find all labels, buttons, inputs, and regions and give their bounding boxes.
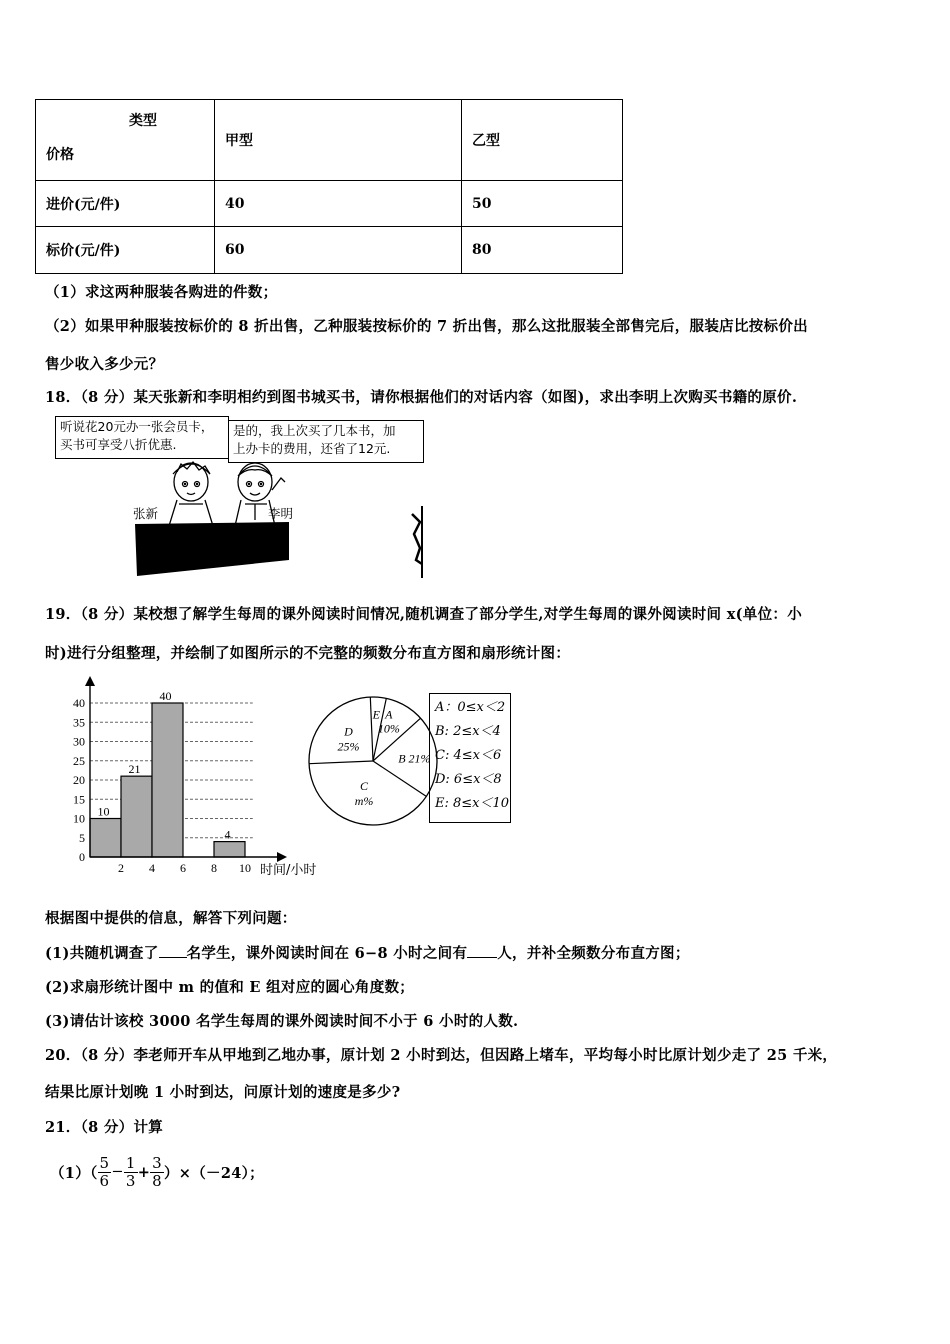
- y-tick-label: 0: [79, 850, 85, 864]
- speech-bubble-right: [228, 420, 424, 463]
- frequency-histogram: [55, 672, 330, 882]
- price-table: [35, 99, 623, 274]
- row-label: 标价(元/件): [36, 227, 215, 274]
- frac-num: 5: [99, 1153, 110, 1172]
- frac-den: 6: [99, 1171, 110, 1190]
- y-tick-label: 40: [73, 696, 85, 710]
- y-tick-label: 20: [73, 773, 85, 787]
- col-b-header: 乙型: [462, 100, 623, 181]
- cell-b: 50: [462, 181, 623, 227]
- frac-den: 8: [152, 1171, 162, 1190]
- header-price: 价格: [46, 147, 74, 163]
- histogram-bar: [121, 776, 152, 857]
- fraction-1-3: [124, 1155, 138, 1190]
- q21-title: 21．（8 分）计算: [45, 1119, 164, 1136]
- y-tick-label: 30: [73, 734, 85, 749]
- x-tick-label: 6: [180, 861, 186, 875]
- name-left: 张新: [133, 506, 159, 521]
- legend-e: E: 8≤x＜10: [435, 796, 510, 811]
- x-tick-label: 8: [211, 861, 217, 875]
- frac-num: 3: [152, 1153, 162, 1172]
- y-tick-label: 15: [73, 792, 85, 807]
- histogram-bar: [152, 703, 183, 857]
- bubble-right-line1: 是的，我上次买了几本书，加: [233, 423, 396, 438]
- histogram-bar: [90, 819, 121, 858]
- bubble-right-line2: 上办卡的费用，还省了12元.: [233, 441, 391, 456]
- desk-shape: [133, 522, 293, 578]
- table-row: [36, 181, 623, 227]
- q18-text: 18．（8 分）某天张新和李明相约到图书城买书，请你根据他们的对话内容（如图)，求出李明上次购买书籍的原价.: [45, 389, 798, 406]
- pie-slice-percent: 25%: [337, 739, 360, 754]
- plus-sign: +: [137, 1163, 151, 1181]
- q19-after-intro: 根据图中提供的信息，解答下列问题：: [45, 910, 297, 927]
- bar-value-label: 10: [97, 804, 110, 819]
- answer-blank[interactable]: [159, 943, 187, 958]
- q20-line2: 结果比原计划晚 1 小时到达，问原计划的速度是多少?: [45, 1084, 401, 1101]
- frac-den: 3: [125, 1171, 136, 1190]
- pie-slice-percent: 10%: [377, 721, 400, 736]
- fraction-3-8: [150, 1155, 164, 1190]
- header-type: 类型: [129, 113, 157, 129]
- frac-num: 1: [125, 1153, 136, 1172]
- x-axis-label: 时间/小时: [260, 863, 317, 878]
- fraction-5-6: [98, 1155, 112, 1190]
- bubble-left-line2: 买书可享受八折优惠.: [60, 437, 177, 452]
- col-a-header: 甲型: [215, 100, 462, 181]
- bar-value-label: 4: [224, 827, 231, 842]
- legend-d: D: 6≤x＜8: [435, 772, 502, 787]
- pie-slice-percent: m%: [354, 794, 374, 809]
- pie-slice-label: B 21%: [398, 751, 431, 766]
- pie-slice-label: A: [385, 707, 393, 722]
- minus-sign: −: [111, 1164, 124, 1180]
- pie-slice-label: C: [360, 779, 369, 794]
- legend-c: C: 4≤x＜6: [435, 748, 502, 763]
- q19-sub1: [45, 942, 690, 963]
- q19-sub2: (2)求扇形统计图中 m 的值和 E 组对应的圆心角度数；: [45, 979, 415, 996]
- sub1-text-b: 名学生，课外阅读时间在 6−8 小时之间有: [186, 945, 468, 962]
- name-right: 李明: [268, 506, 294, 521]
- histogram-bar: [214, 842, 245, 857]
- bubble-left-line1: 听说花20元办一张会员卡，: [60, 419, 214, 434]
- x-tick-label: 4: [149, 861, 155, 875]
- q17-part2-line2: 售少收入多少元？: [45, 356, 164, 373]
- sub1-text-c: 人，并补全频数分布直方图；: [497, 945, 690, 962]
- x-tick-label: 10: [239, 861, 251, 875]
- bar-value-label: 40: [159, 689, 172, 703]
- q17-part1: （1）求这两种服装各购进的件数；: [45, 284, 278, 301]
- cell-a: 60: [215, 227, 462, 274]
- cell-a: 40: [215, 181, 462, 227]
- q20-line1: 20．（8 分）李老师开车从甲地到乙地办事，原计划 2 小时到达，但因路上堵车，平均每小时比原计划少走了 25 千米，: [45, 1047, 838, 1064]
- q19-line1: 19．（8 分）某校想了解学生每周的课外阅读时间情况,随机调查了部分学生,对学生每周的课外阅读时间 x(单位：小: [45, 606, 803, 623]
- y-axis-arrow: [85, 676, 95, 686]
- y-tick-label: 10: [73, 811, 85, 826]
- y-tick-label: 25: [73, 753, 85, 768]
- expr-suffix: ）×（－24）；: [163, 1164, 264, 1182]
- pie-slice-boundary: [373, 761, 426, 796]
- q19-line2: 时)进行分组整理，并绘制了如图所示的不完整的频数分布直方图和扇形统计图：: [45, 645, 571, 662]
- cell-b: 80: [462, 227, 623, 274]
- y-tick-label: 35: [73, 715, 85, 730]
- x-axis-arrow: [277, 852, 287, 862]
- answer-blank[interactable]: [467, 943, 497, 958]
- pie-legend: [429, 693, 511, 823]
- speech-bubble-left: [55, 416, 229, 459]
- legend-b: B: 2≤x＜4: [435, 724, 501, 739]
- edge-mark: [400, 504, 430, 580]
- expr-prefix: （1）（: [50, 1164, 98, 1182]
- y-tick-label: 5: [79, 830, 85, 845]
- bar-value-label: 21: [128, 762, 141, 777]
- pie-slice-boundary: [309, 761, 373, 764]
- q18-illustration: [45, 408, 435, 580]
- row-label: 进价(元/件): [36, 181, 215, 227]
- pie-slice-label: D: [344, 724, 353, 739]
- legend-a: A：0≤x＜2: [435, 700, 506, 715]
- q21-expression: [50, 1150, 264, 1194]
- sub1-text-a: (1)共随机调查了: [45, 945, 159, 962]
- q17-part2-line1: （2）如果甲种服装按标价的 8 折出售，乙种服装按标价的 7 折出售，那么这批服装全部售完后，服装店比按标价出: [45, 318, 808, 335]
- q19-sub3: (3)请估计该校 3000 名学生每周的课外阅读时间不小于 6 小时的人数.: [45, 1013, 519, 1030]
- table-corner-cell: [36, 100, 215, 181]
- x-tick-label: 2: [118, 861, 124, 875]
- pie-slice-label: E: [372, 707, 380, 722]
- table-row: [36, 227, 623, 274]
- sector-pie-chart: [305, 690, 445, 830]
